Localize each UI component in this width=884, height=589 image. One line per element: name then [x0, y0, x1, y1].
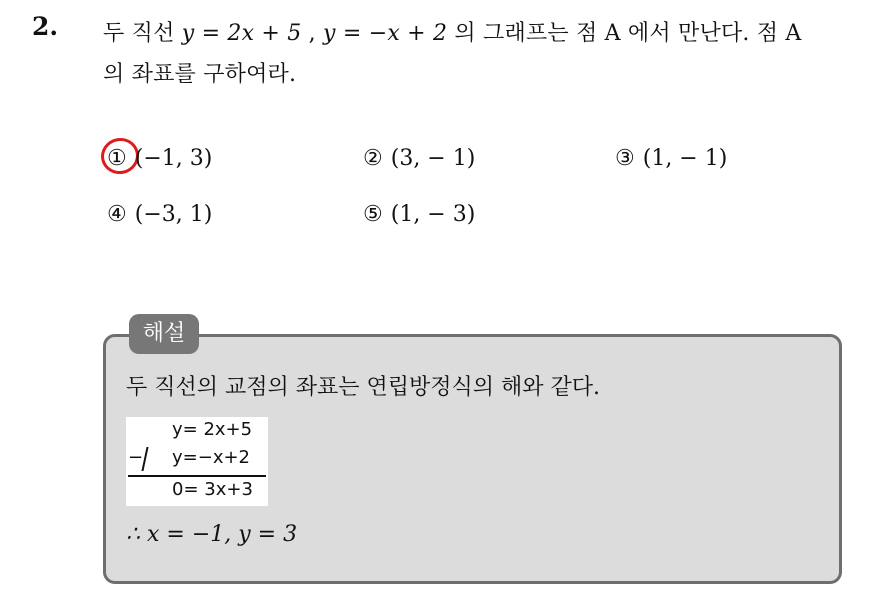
solution-tab-label: 해설 [129, 314, 199, 354]
choice-3-value: (1, − 1) [642, 146, 728, 171]
choice-5-mark: ⑤ [363, 202, 383, 227]
solution-conclusion: ∴ x = −1, y = 3 [126, 522, 298, 547]
choice-4-mark: ④ [107, 202, 127, 227]
calc-row-3: 0= 3x+3 [172, 479, 253, 500]
choice-2-value: (3, − 1) [390, 146, 476, 171]
calc-divider [128, 475, 266, 477]
choice-3-mark: ③ [615, 146, 635, 171]
question-line1-rest: 의 그래프는 점 A 에서 만난다. 점 A [454, 21, 802, 46]
choice-3[interactable] [615, 146, 727, 171]
choice-4-value: (−3, 1) [134, 202, 213, 227]
calc-minus-sign: − [128, 447, 144, 468]
question-number: 2. [32, 12, 59, 41]
equation-2: y = −x + 2 [323, 21, 448, 46]
calc-row-1: y= 2x+5 [172, 419, 253, 440]
choice-2[interactable] [363, 146, 475, 171]
question-line-2: 의 좌표를 구하여라. [103, 62, 297, 87]
choice-4[interactable] [107, 202, 212, 227]
question-line-1 [103, 16, 802, 47]
solution-text: 두 직선의 교점의 좌표는 연립방정식의 해와 같다. [126, 375, 600, 400]
choice-1-mark: ① [107, 146, 127, 171]
question-intro: 두 직선 [103, 21, 175, 46]
equation-separator: , [308, 21, 316, 46]
equation-1: y = 2x + 5 [181, 21, 302, 46]
choice-1[interactable] [107, 146, 212, 171]
elimination-calculation [126, 417, 268, 506]
choice-1-value: (−1, 3) [134, 146, 213, 171]
choice-5-value: (1, − 3) [390, 202, 476, 227]
calc-row-2: y=−x+2 [172, 447, 251, 468]
choice-2-mark: ② [363, 146, 383, 171]
choice-5[interactable] [363, 202, 475, 227]
